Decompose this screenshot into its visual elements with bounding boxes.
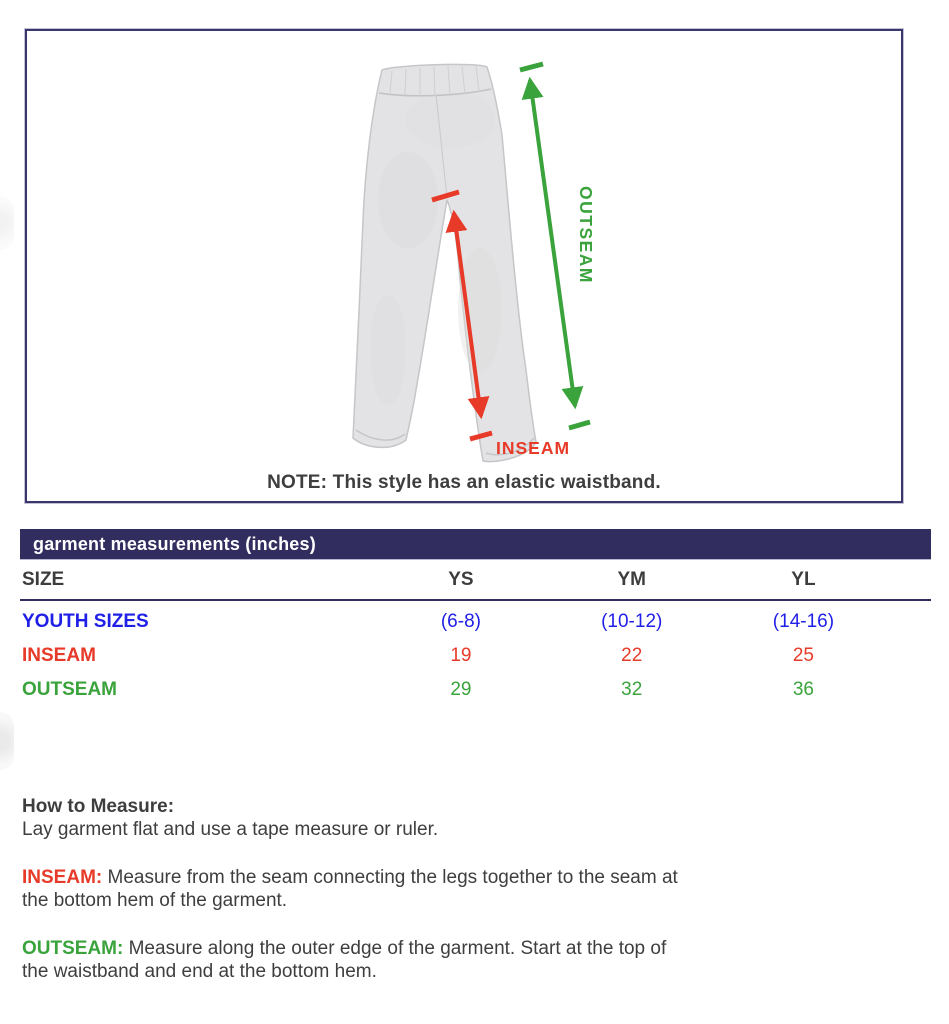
cell-ys: 29 (450, 679, 472, 700)
sweatpants-illustration (330, 40, 640, 472)
column-header-ys: YS (448, 568, 474, 590)
left-edge-artifact-bottom (0, 712, 14, 770)
table-row-inseam (20, 639, 931, 673)
how-to-measure-intro: Lay garment flat and use a tape measure or ruler. (22, 819, 439, 840)
how-to-measure-section (22, 795, 682, 983)
how-to-measure-heading: How to Measure: (22, 796, 175, 817)
table-row-youth-sizes (20, 605, 931, 639)
inseam-diagram-label: INSEAM (496, 438, 571, 458)
measurement-diagram-box (25, 29, 903, 503)
cell-yl: 36 (792, 679, 814, 700)
outseam-instructions (22, 937, 682, 983)
table-title-bar: garment measurements (inches) (20, 529, 931, 560)
cell-ym: 22 (621, 645, 643, 666)
column-header-ym: YM (617, 568, 646, 590)
sweatpants-shape (353, 64, 536, 461)
inseam-instruction-text: Measure from the seam connecting the legs together to the seam at the bottom hem of the garment. (22, 867, 678, 911)
cell-ys: 19 (450, 645, 472, 666)
table-divider (20, 599, 931, 601)
column-header-size: SIZE (22, 568, 65, 590)
cell-ym: 32 (621, 679, 643, 700)
garment-measurements-table (20, 529, 931, 707)
left-edge-artifact-top (0, 196, 14, 250)
table-row-outseam (20, 673, 931, 707)
cell-yl: (14-16) (772, 611, 835, 632)
row-label: INSEAM (22, 645, 96, 666)
cell-yl: 25 (792, 645, 814, 666)
cell-ys: (6-8) (440, 611, 481, 632)
table-header-row (20, 560, 931, 599)
outseam-diagram-label: OUTSEAM (576, 186, 596, 284)
outseam-arrow (520, 64, 596, 428)
row-label: OUTSEAM (22, 679, 117, 700)
inseam-instructions (22, 866, 682, 912)
inseam-instruction-label: INSEAM: (22, 867, 103, 888)
column-header-yl: YL (791, 568, 816, 590)
waistband-note: NOTE: This style has an elastic waistband. (267, 472, 661, 493)
row-label: YOUTH SIZES (22, 611, 149, 632)
cell-ym: (10-12) (601, 611, 663, 632)
outseam-instruction-text: Measure along the outer edge of the garment. Start at the top of the waistband and end at the bottom hem. (22, 938, 667, 982)
outseam-instruction-label: OUTSEAM: (22, 938, 124, 959)
